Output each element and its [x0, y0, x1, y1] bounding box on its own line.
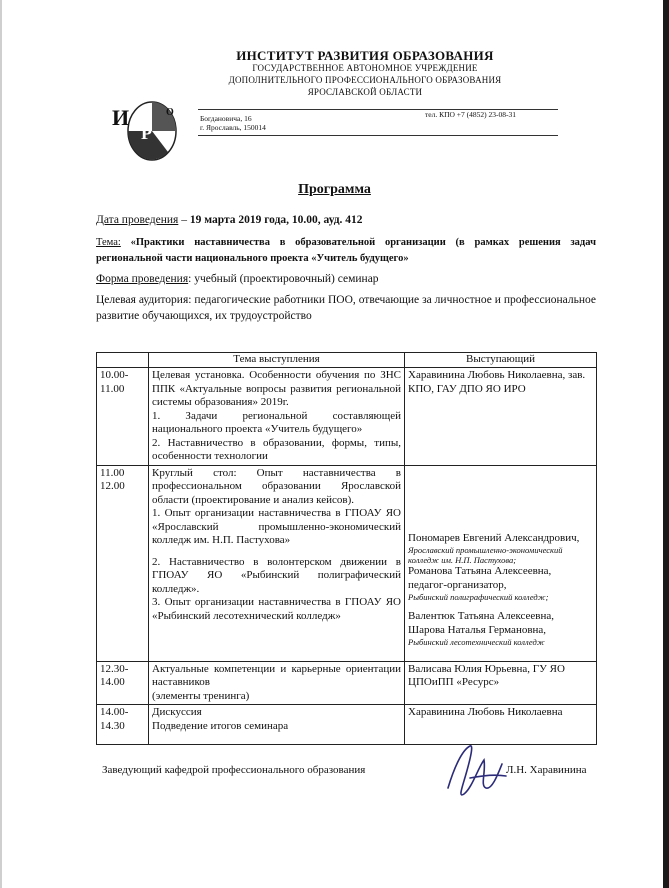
row-topic	[149, 465, 405, 661]
date-value: 19 марта 2019 года, 10.00, ауд. 412	[189, 214, 363, 226]
topic-para: 3. Опыт организации наставничества в ГПОАУ ЯО «Рыбинский лесотехнический колледж»	[152, 596, 401, 622]
scan-edge-right	[663, 0, 669, 888]
scan-edge-left	[0, 0, 2, 888]
form-line	[96, 272, 596, 287]
topic-para: 1. Опыт организации наставничества в ГПОАУ ЯО «Ярославский промышленно-экономический колледж им. Н.П. Пастухова»	[152, 507, 401, 546]
speaker-org: Рыбинский лесотехнический колледж	[408, 637, 545, 647]
form-value: : учебный (проектировочный) семинар	[188, 273, 379, 285]
date-label: Дата проведения	[96, 214, 179, 226]
svg-text:И: И	[112, 105, 130, 130]
topic-para: Дискуссия	[152, 706, 202, 718]
topic-line	[96, 235, 596, 267]
address-city: г. Ярославль, 150014	[200, 123, 266, 132]
letterhead	[200, 50, 530, 98]
audience-line: Целевая аудитория: педагогические работники ПОО, отвечающие за личностное и профессиональное развитие обучающихся, их трудоустройство	[96, 294, 596, 322]
row-topic	[149, 368, 405, 466]
topic-para: (элементы тренинга)	[152, 689, 250, 702]
header-topic: Тема выступления	[149, 353, 405, 368]
letterhead-line-2: ДОПОЛНИТЕЛЬНОГО ПРОФЕССИОНАЛЬНОГО ОБРАЗОВАНИЯ	[228, 75, 502, 85]
speaker-name: Пономарев Евгений Александрович,	[408, 531, 580, 544]
row-time: 11.00 12.00	[97, 465, 149, 661]
topic-para: Подведение итогов семинара	[152, 719, 289, 732]
form-label: Форма проведения	[96, 273, 189, 285]
table-header-row	[97, 353, 597, 368]
row-speaker: Валисава Юлия Юрьевна, ГУ ЯО ЦПОиПП «Ресурс»	[405, 661, 597, 705]
letterhead-line-3: ЯРОСЛАВСКОЙ ОБЛАСТИ	[307, 87, 423, 97]
topic-value: «Практики наставничества в образовательной организации (в рамках решения задач региональной части национального проекта «Учитель будущего»	[96, 237, 596, 264]
row-topic	[149, 705, 405, 745]
row-time: 10.00-11.00	[97, 368, 149, 466]
header-time	[97, 353, 149, 368]
letterhead-line-1: ГОСУДАРСТВЕННОЕ АВТОНОМНОЕ УЧРЕЖДЕНИЕ	[252, 63, 478, 73]
topic-para: Круглый стол: Опыт наставничества в профессиональном образовании Ярославской области (проектирование и анализ кейсов).	[152, 466, 401, 506]
row-topic	[149, 661, 405, 705]
letterhead-rule-2	[198, 135, 558, 136]
date-line: Дата проведения – 19 марта 2019 года, 10.00, ауд. 412	[96, 214, 363, 226]
address-street: Богдановича, 16	[200, 114, 252, 123]
iro-logo-icon	[108, 97, 186, 163]
svg-text:Р: Р	[141, 123, 152, 143]
row-speakers	[405, 465, 597, 661]
row-speaker: Харавинина Любовь Николаевна, зав. КПО, ГАУ ДПО ЯО ИРО	[405, 368, 597, 466]
topic-para: 2. Наставничество в образовании, формы, типы, особенности технологии	[152, 436, 401, 462]
phone: тел. КПО +7 (4852) 23-08-31	[425, 110, 517, 119]
signatory-position: Заведующий кафедрой профессионального образования	[102, 764, 366, 776]
speaker-name: Валентюк Татьяна Алексеевна, Шарова Наталья Германовна,	[408, 610, 555, 636]
topic-para: 1. Задачи региональной составляющей национального проекта «Учитель будущего»	[152, 409, 401, 435]
svg-text:О: О	[166, 107, 174, 118]
speaker-org: Ярославский промышленно-экономический колледж им. Н.П. Пастухова;	[408, 545, 563, 565]
row-time: 14.00-14.30	[97, 705, 149, 745]
table-row	[97, 705, 597, 745]
table-row	[97, 465, 597, 661]
signatory-name: Л.Н. Харавинина	[506, 764, 587, 776]
row-time: 12.30-14.00	[97, 661, 149, 705]
program-table	[96, 352, 597, 745]
topic-para: Целевая установка. Особенности обучения по ЗНС ППК «Актуальные вопросы развития региональной системы образования» 2019г.	[152, 369, 401, 408]
speaker-org: Рыбинский полиграфический колледж;	[408, 592, 549, 602]
table-row	[97, 368, 597, 466]
speaker-name: Романова Татьяна Алексеевна, педагог-организатор,	[408, 565, 552, 591]
page-title: Программа	[298, 182, 371, 197]
topic-label: Тема:	[96, 237, 121, 248]
topic-para: 2. Наставничество в волонтерском движении в ГПОАУ ЯО «Рыбинский полиграфический колледж».	[152, 555, 401, 595]
header-speaker: Выступающий	[405, 353, 597, 368]
address	[200, 114, 266, 132]
topic-para: Актуальные компетенции и карьерные ориентации наставников	[152, 662, 401, 688]
institute-name: ИНСТИТУТ РАЗВИТИЯ ОБРАЗОВАНИЯ	[236, 48, 494, 63]
table-row	[97, 661, 597, 705]
row-speaker: Харавинина Любовь Николаевна	[405, 705, 597, 745]
